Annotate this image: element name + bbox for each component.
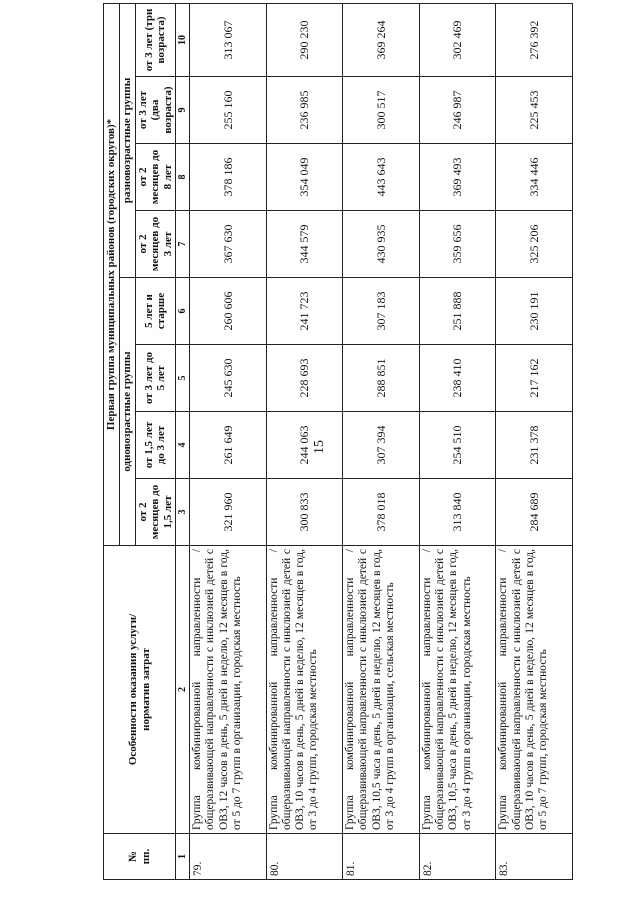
col-index: 1 bbox=[176, 834, 190, 880]
col-index: 3 bbox=[176, 479, 190, 546]
row-value: 245 630 bbox=[190, 345, 267, 412]
table-row bbox=[419, 3, 496, 879]
row-value: 255 160 bbox=[190, 77, 267, 144]
header-single-age: одновозрастные группы bbox=[120, 278, 136, 546]
row-value: 313 067 bbox=[190, 3, 267, 76]
row-value: 378 018 bbox=[343, 479, 420, 546]
cost-norms-table bbox=[103, 3, 573, 880]
col-header: от 1,5 лет до 3 лет bbox=[135, 412, 176, 479]
row-value: 334 446 bbox=[496, 144, 573, 211]
col-header: от 2 месяцев до 3 лет bbox=[135, 211, 176, 278]
row-value: 246 987 bbox=[419, 77, 496, 144]
row-number: 81. bbox=[343, 834, 420, 880]
header-feature: Особенности оказания услуги/ норматив затрат bbox=[104, 546, 176, 834]
row-value: 321 960 bbox=[190, 479, 267, 546]
row-value: 300 517 bbox=[343, 77, 420, 144]
row-value: 284 689 bbox=[496, 479, 573, 546]
header-multi-age: разновозрастные группы bbox=[120, 3, 136, 277]
row-value: 231 378 bbox=[496, 412, 573, 479]
row-value: 367 630 bbox=[190, 211, 267, 278]
table-row bbox=[496, 3, 573, 879]
col-header: от 3 лет (два возраста) bbox=[135, 77, 176, 144]
row-value: 369 264 bbox=[343, 3, 420, 76]
row-value: 261 649 bbox=[190, 412, 267, 479]
row-value: 288 851 bbox=[343, 345, 420, 412]
row-value: 300 833 bbox=[266, 479, 343, 546]
row-value: 228 693 bbox=[266, 345, 343, 412]
col-header: от 3 лет (три возраста) bbox=[135, 3, 176, 76]
row-value: 359 656 bbox=[419, 211, 496, 278]
row-value: 230 191 bbox=[496, 278, 573, 345]
row-number: 83. bbox=[496, 834, 573, 880]
row-value: 313 840 bbox=[419, 479, 496, 546]
row-value: 307 394 bbox=[343, 412, 420, 479]
row-description: Группа комбинированной направленности / общеразвивающей направленности с инклюзией детей с ОВЗ, 12 часов в день, 5 дней в неделю, 12 месяцев в год, от 5 до 7 групп в организации, городская местность bbox=[190, 546, 267, 834]
row-description: Группа комбинированной направленности / общеразвивающей направленности с инклюзией детей с ОВЗ, 10,5 часа в день, 5 дней в неделю, 12 месяцев в год, от 3 до 4 групп в организации, городская местность bbox=[419, 546, 496, 834]
row-value: 443 643 bbox=[343, 144, 420, 211]
row-value: 378 186 bbox=[190, 144, 267, 211]
row-value: 236 985 bbox=[266, 77, 343, 144]
row-value: 225 453 bbox=[496, 77, 573, 144]
col-index: 5 bbox=[176, 345, 190, 412]
rotated-table-container bbox=[103, 4, 573, 880]
col-index: 7 bbox=[176, 211, 190, 278]
row-value: 369 493 bbox=[419, 144, 496, 211]
col-index: 2 bbox=[176, 546, 190, 834]
header-num: № пп. bbox=[104, 834, 176, 880]
row-number: 80. bbox=[266, 834, 343, 880]
row-description: Группа комбинированной направленности / общеразвивающей направленности с инклюзией детей с ОВЗ, 10 часов в день, 5 дней в неделю, 12 месяцев в год, от 5 до 7 групп, городская местность bbox=[496, 546, 573, 834]
table-row bbox=[266, 3, 343, 879]
row-value: 302 469 bbox=[419, 3, 496, 76]
col-header: от 2 месяцев до 1,5 лет bbox=[135, 479, 176, 546]
row-value: 430 935 bbox=[343, 211, 420, 278]
row-value: 354 049 bbox=[266, 144, 343, 211]
row-value: 325 206 bbox=[496, 211, 573, 278]
col-index: 8 bbox=[176, 144, 190, 211]
col-header: 5 лет и старше bbox=[135, 278, 176, 345]
table-row bbox=[190, 3, 267, 879]
row-description: Группа комбинированной направленности / общеразвивающей направленности с инклюзией детей с ОВЗ, 10 часов в день, 5 дней в неделю, 12 месяцев в год, от 3 до 4 групп, городская местность bbox=[266, 546, 343, 834]
row-value: 307 183 bbox=[343, 278, 420, 345]
row-value: 217 162 bbox=[496, 345, 573, 412]
row-number: 82. bbox=[419, 834, 496, 880]
row-number: 79. bbox=[190, 834, 267, 880]
col-index: 6 bbox=[176, 278, 190, 345]
row-value: 254 510 bbox=[419, 412, 496, 479]
row-value: 344 579 bbox=[266, 211, 343, 278]
row-description: Группа комбинированной направленности / общеразвивающей направленности с инклюзией детей с ОВЗ, 10,5 часа в день, 5 дней в неделю, 12 месяцев в год, от 3 до 4 групп в организации, сельская местность bbox=[343, 546, 420, 834]
header-group-title: Первая группа муниципальных районов (городских округов)* bbox=[104, 3, 120, 545]
col-index: 4 bbox=[176, 412, 190, 479]
col-index: 10 bbox=[176, 3, 190, 76]
row-value: 260 606 bbox=[190, 278, 267, 345]
table-row bbox=[343, 3, 420, 879]
row-value: 244 063 bbox=[266, 412, 343, 479]
row-value: 276 392 bbox=[496, 3, 573, 76]
col-header: от 2 месяцев до 8 лет bbox=[135, 144, 176, 211]
col-header: от 3 лет до 5 лет bbox=[135, 345, 176, 412]
row-value: 290 230 bbox=[266, 3, 343, 76]
row-value: 238 410 bbox=[419, 345, 496, 412]
row-value: 251 888 bbox=[419, 278, 496, 345]
col-index: 9 bbox=[176, 77, 190, 144]
page-number: 15 bbox=[312, 440, 327, 454]
row-value: 241 723 bbox=[266, 278, 343, 345]
